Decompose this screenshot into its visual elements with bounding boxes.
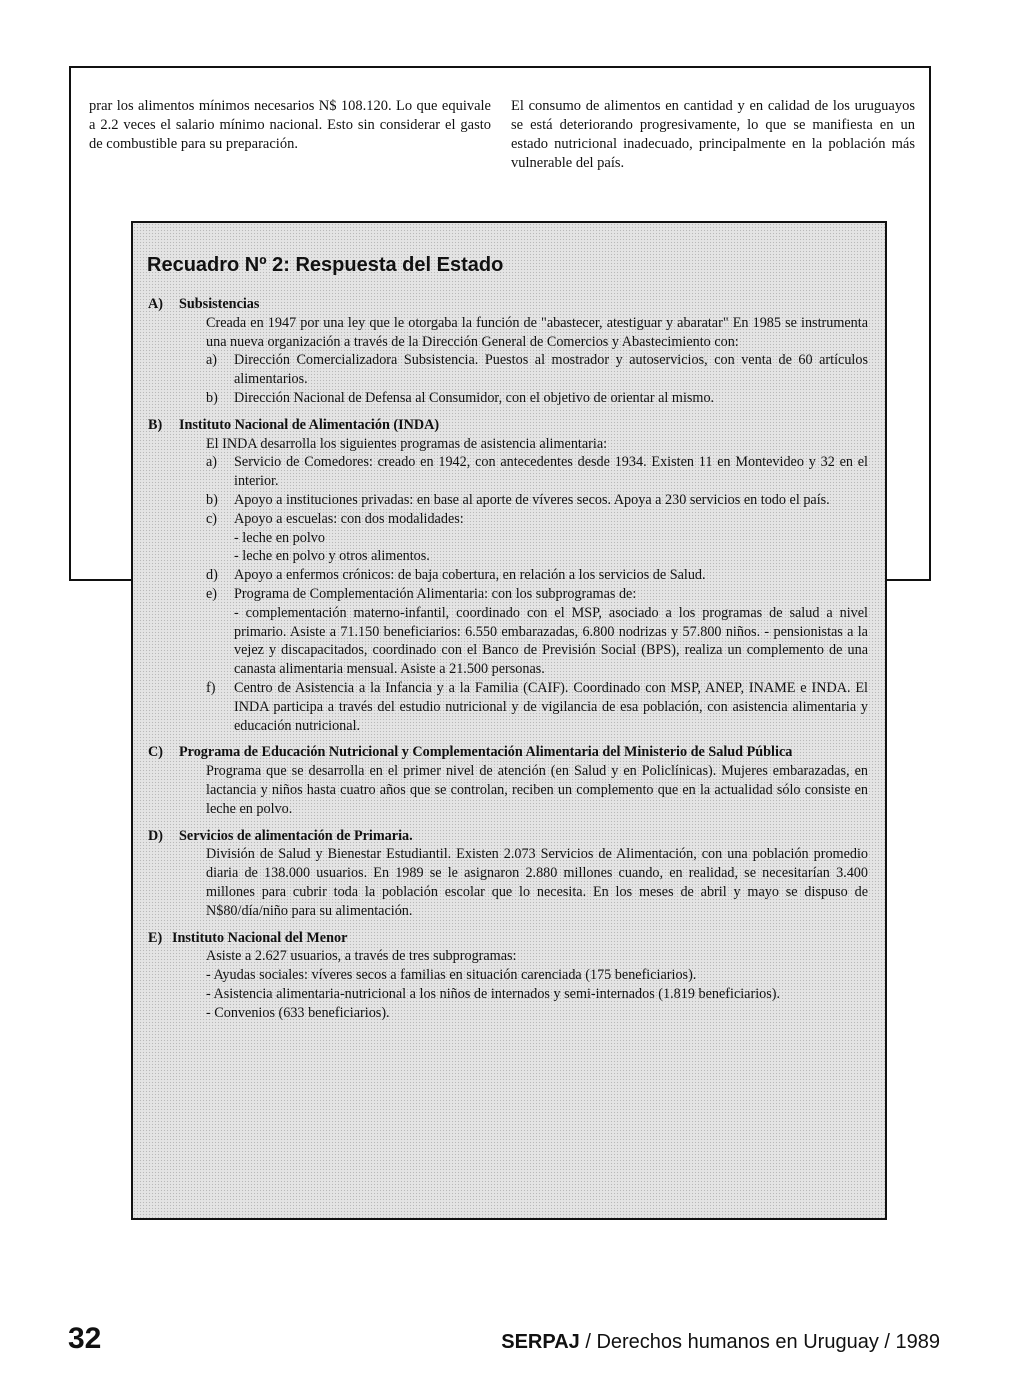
- section-e-body: [206, 947, 868, 1022]
- item-marker: a): [206, 352, 218, 369]
- section-c-body: Programa que se desarrolla en el primer nivel de atención (en Salud y en Policlínicas). Mujeres embarazadas, en lactancia y niños hasta cuatro años que se controlan, reciben un complemento que en la actualidad sólo consiste en leche en polvo.: [206, 763, 868, 817]
- footer-brand: SERPAJ: [501, 1331, 580, 1353]
- section-d-heading: [148, 827, 868, 846]
- running-footer: [501, 1331, 940, 1354]
- section-e-heading: [148, 929, 868, 948]
- left-paragraph: prar los alimentos mínimos necesarios N$ 108.120. Lo que equivale a 2.2 veces el salario mínimo nacional. Esto sin considerar el gasto de combustible para su preparación.: [89, 98, 491, 152]
- section-c-heading: [148, 743, 868, 762]
- section-e: [148, 929, 868, 1023]
- section-b-intro: El INDA desarrolla los siguientes programas de asistencia alimentaria:: [206, 435, 608, 452]
- right-column-text: [511, 97, 915, 173]
- item-text: Programa de Complementación Alimentaria: con los subprogramas de:: [234, 585, 637, 602]
- section-letter: A): [148, 296, 163, 312]
- e-subprogram-detail: - complementación materno-infantil, coordinado con el MSP, asociado a los programas de salud a nivel primario. Asiste a 71.150 beneficiarios: 6.550 embarazadas, 6.800 nodrizas y 57.800 niños. - pensionistas a la vejez y discapacitados, coordinado con el Banco de Previsión Social (BPS), realiza un complemento de una canasta alimentaria mensual. Asiste a 21.500 personas.: [234, 604, 868, 678]
- item-marker: b): [206, 491, 218, 508]
- section-letter: C): [148, 744, 163, 761]
- list-item: [206, 679, 868, 735]
- section-e-line: - Convenios (633 beneficiarios).: [206, 1004, 390, 1021]
- section-b: [148, 416, 868, 736]
- section-e-line: - Ayudas sociales: víveres secos a familias en situación carenciada (175 beneficiarios).: [206, 967, 697, 984]
- section-title: Subsistencias: [179, 296, 260, 312]
- section-title: Instituto Nacional del Menor: [172, 929, 348, 946]
- item-marker: b): [206, 389, 218, 406]
- item-text: Apoyo a enfermos crónicos: de baja cobertura, en relación a los servicios de Salud.: [234, 567, 706, 584]
- dash-line: - leche en polvo: [234, 529, 325, 546]
- item-text: Servicio de Comedores: creado en 1942, con antecedentes desde 1934. Existen 11 en Montevideo y 32 en el interior.: [234, 454, 868, 490]
- section-e-intro: Asiste a 2.627 usuarios, a través de tres subprogramas:: [206, 948, 517, 965]
- section-a-intro: Creada en 1947 por una ley que le otorgaba la función de "abastecer, atestiguar y abaratar" En 1985 se instrumenta una nueva organización a través de la Dirección General de Comercios y Abastecimiento con:: [206, 314, 868, 350]
- item-marker: a): [206, 454, 218, 471]
- section-letter: D): [148, 827, 163, 844]
- section-b-body: [206, 435, 868, 736]
- dash-line: - leche en polvo y otros alimentos.: [234, 548, 430, 565]
- footer-title: / Derechos humanos en Uruguay / 1989: [579, 1331, 940, 1353]
- item-text: Centro de Asistencia a la Infancia y a la Familia (CAIF). Coordinado con MSP, ANEP, INAME e INDA. El INDA participa a través del estudio nutricional y de vigilancia de esa población, con asistencia alimentaria y educación nutricional.: [234, 679, 868, 734]
- section-b-heading: [148, 416, 868, 435]
- section-e-line: - Asistencia alimentaria-nutricional a los niños de internados y semi-internados (1.819 beneficiarios).: [206, 985, 781, 1002]
- box-title: Recuadro Nº 2: Respuesta del Estado: [147, 254, 504, 276]
- page-number: 32: [68, 1322, 102, 1355]
- section-a-heading: [148, 295, 868, 314]
- section-letter: E): [148, 929, 163, 946]
- item-text: Apoyo a instituciones privadas: en base al aporte de víveres secos. Apoya a 230 servicios en todo el país.: [234, 491, 830, 508]
- item-text: Apoyo a escuelas: con dos modalidades:: [234, 510, 464, 527]
- list-item: [206, 566, 868, 585]
- list-item: [206, 510, 868, 529]
- section-title: Programa de Educación Nutricional y Complementación Alimentaria del Ministerio de Salud Pública: [179, 744, 793, 761]
- item-text: Dirección Comercializadora Subsistencia. Puestos al mostrador y autoservicios, con venta de 60 artículos alimentarios.: [234, 352, 868, 388]
- list-item: [206, 453, 868, 491]
- list-item: [206, 351, 868, 389]
- list-item: [206, 491, 868, 510]
- section-d-body: División de Salud y Bienestar Estudiantil. Existen 2.073 Servicios de Alimentación, con una población promedio diaria de 138.000 usuarios. En 1989 se le asignaron 2.880 millones cuando, en realidad, se necesitarían 3.400 millones para cubrir toda la población escolar que lo necesita. En los meses de abril y mayo se dispuso de N$80/día/niño para su alimentación.: [206, 846, 868, 919]
- section-title: Instituto Nacional de Alimentación (INDA): [179, 416, 440, 433]
- section-letter: B): [148, 416, 163, 433]
- section-a-body: [206, 314, 868, 408]
- section-a: [148, 295, 868, 408]
- section-title: Servicios de alimentación de Primaria.: [179, 827, 413, 844]
- item-marker: e): [206, 585, 218, 602]
- item-marker: d): [206, 567, 218, 584]
- item-marker: f): [206, 679, 216, 696]
- box-content: [148, 295, 868, 1030]
- left-column-text: [89, 97, 491, 154]
- list-item: [206, 389, 868, 408]
- item-text: Dirección Nacional de Defensa al Consumidor, con el objetivo de orientar al mismo.: [234, 389, 715, 406]
- section-d: [148, 827, 868, 921]
- item-marker: c): [206, 510, 218, 527]
- right-paragraph: El consumo de alimentos en cantidad y en calidad de los uruguayos se está deteriorando progresivamente, lo que se manifiesta en un estado nutricional inadecuado, principalmente en la población más vulnerable del país.: [511, 98, 915, 171]
- section-c: [148, 743, 868, 818]
- list-item: [206, 585, 868, 604]
